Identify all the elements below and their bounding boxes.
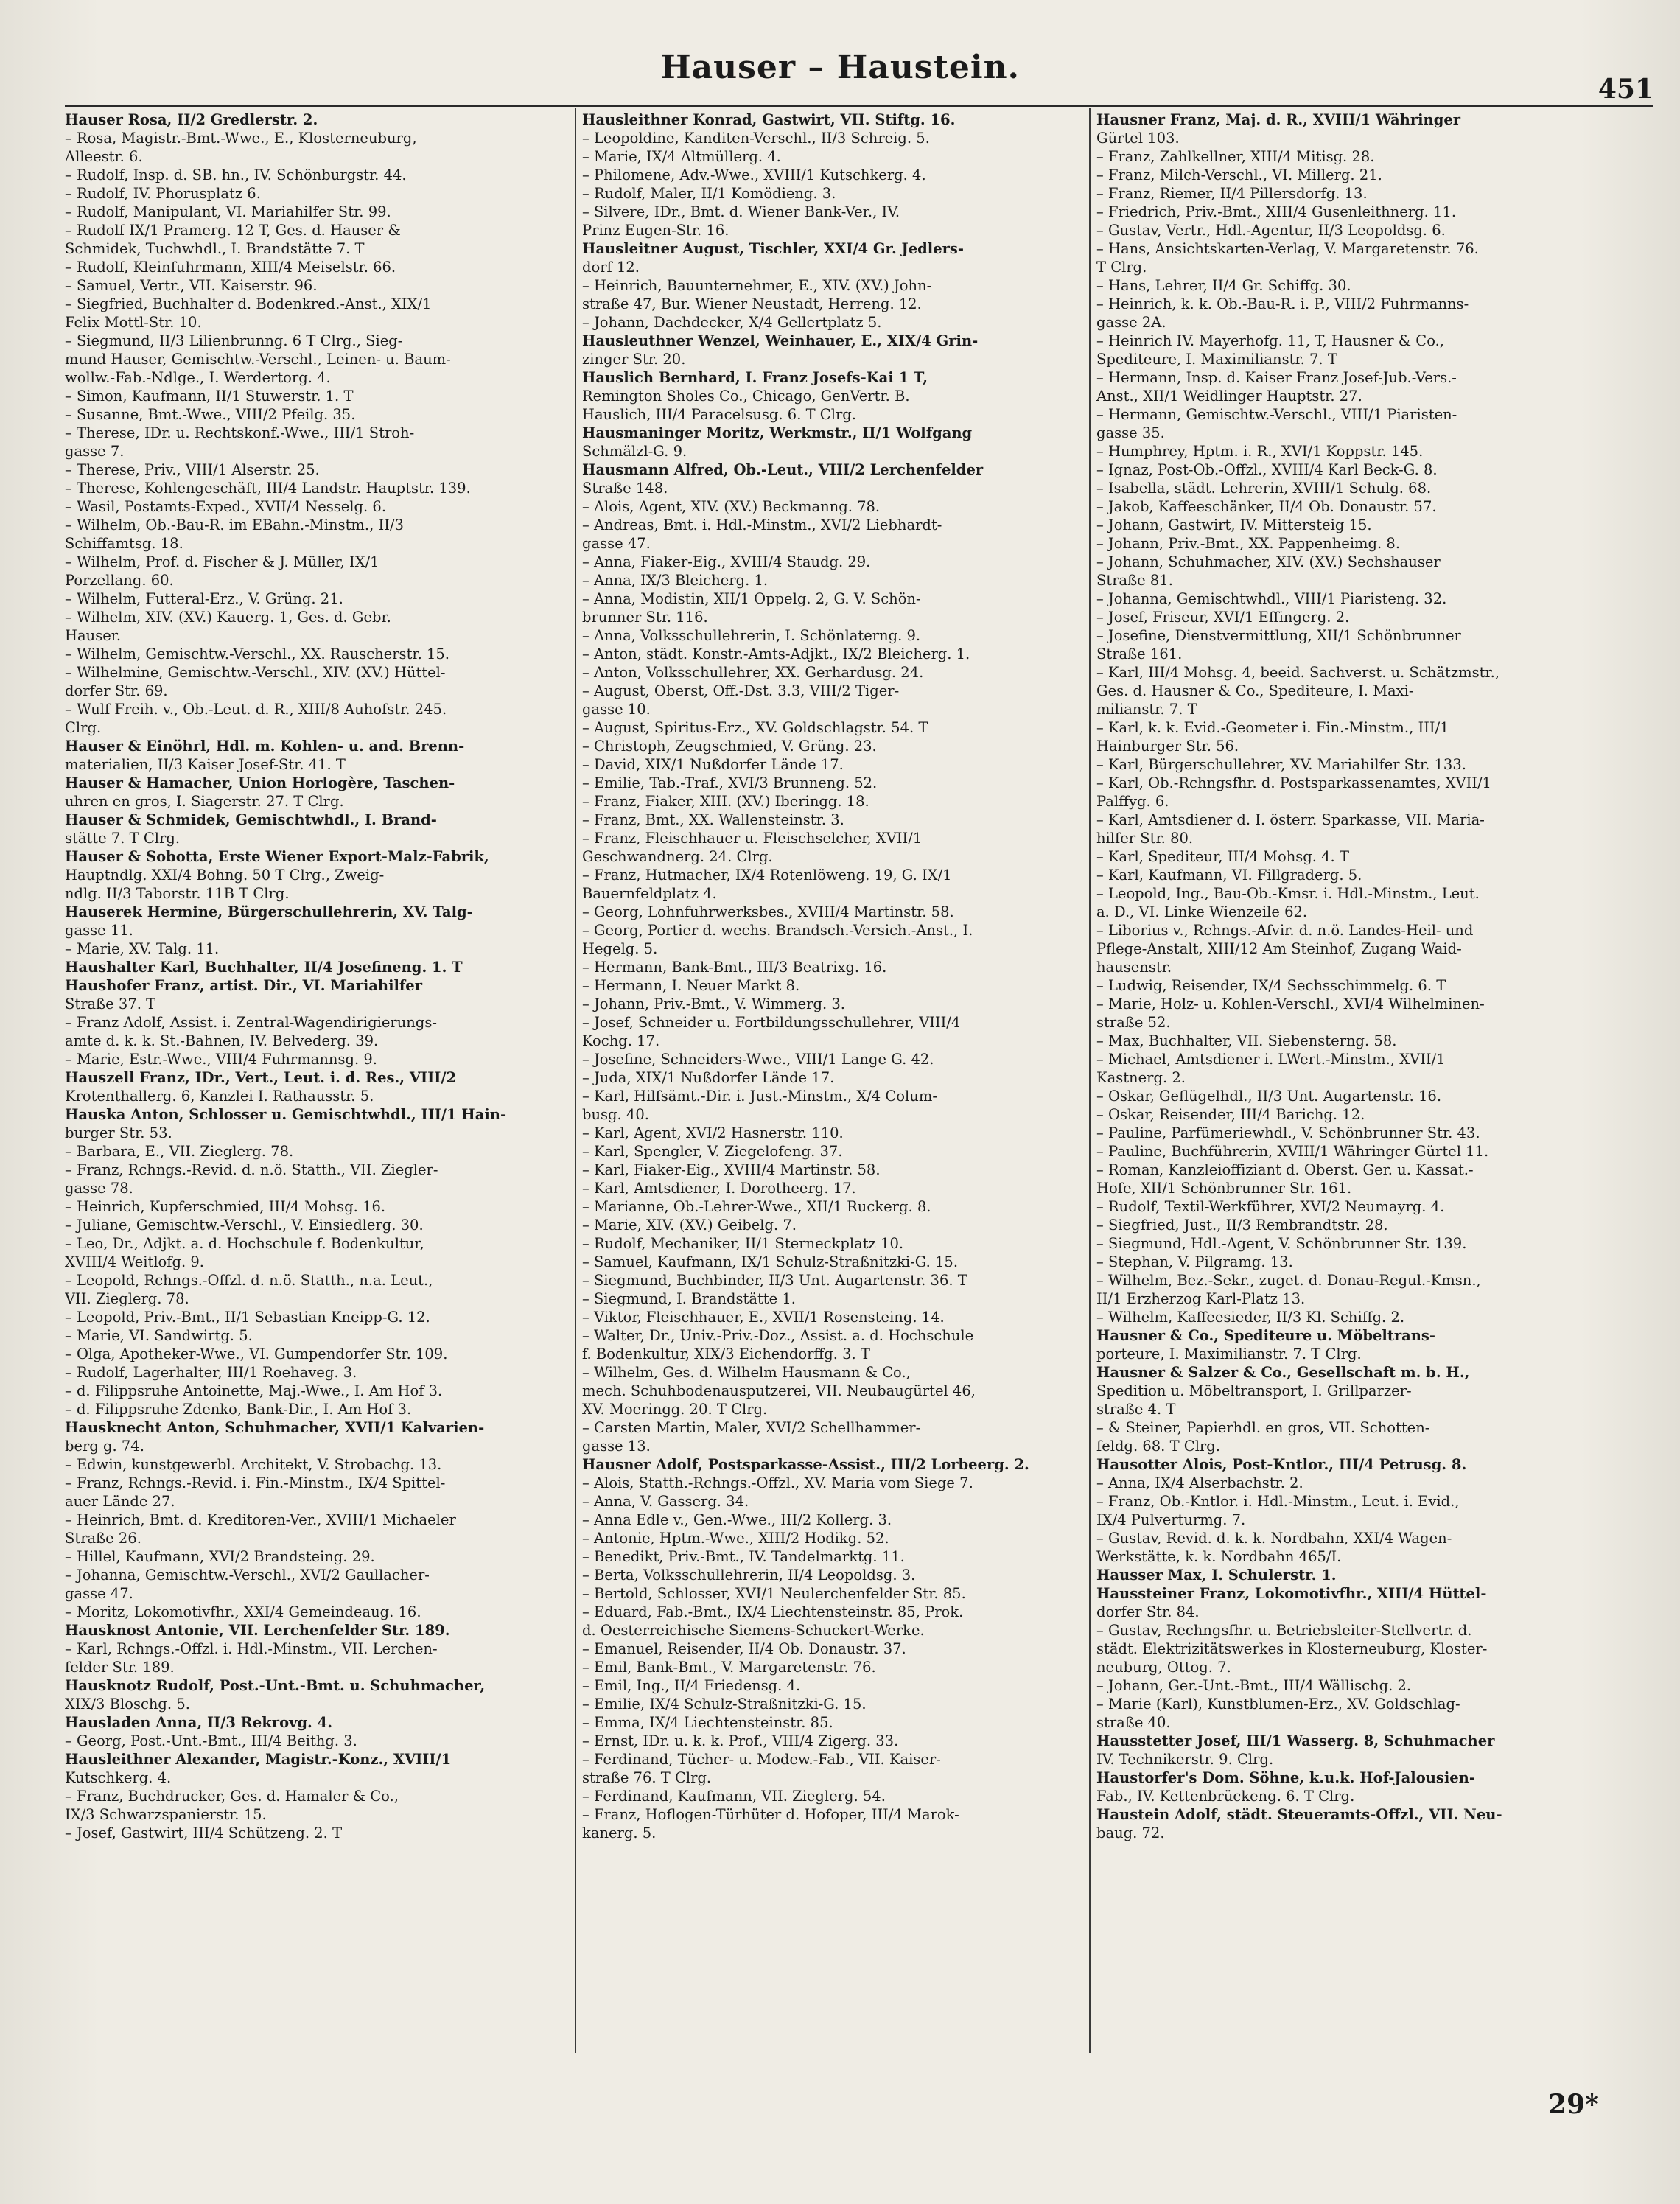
directory-entry-line: IX/3 Schwarzspanierstr. 15. xyxy=(65,1806,267,1823)
directory-entry-line: – Heinrich, k. k. Ob.-Bau-R. i. P., VIII/2 Fuhrmanns- xyxy=(1096,295,1469,312)
directory-entry-line: – Anna, V. Gasserg. 34. xyxy=(582,1493,749,1510)
directory-entry-line: – Humphrey, Hptm. i. R., XVI/1 Koppstr. 145. xyxy=(1096,443,1424,460)
directory-entry-line: – Marie (Karl), Kunstblumen-Erz., XV. Goldschlag- xyxy=(1096,1696,1460,1713)
column-2 xyxy=(582,111,1071,1842)
directory-entry-line: – Ludwig, Reisender, IX/4 Sechsschimmelg. 6. T xyxy=(1096,977,1446,994)
directory-entry-line: – Josef, Friseur, XVI/1 Effingerg. 2. xyxy=(1096,609,1350,626)
directory-entry-line: VII. Zieglerg. 78. xyxy=(65,1290,189,1307)
directory-entry-line: – Ferdinand, Kaufmann, VII. Zieglerg. 54. xyxy=(582,1788,886,1805)
directory-entry-line: straße 52. xyxy=(1096,1014,1171,1031)
directory-entry-line: – Karl, Kaufmann, VI. Fillgraderg. 5. xyxy=(1096,867,1362,884)
directory-entry-line: – Antonie, Hptm.-Wwe., XIII/2 Hodikg. 52. xyxy=(582,1530,889,1547)
directory-entry-line: Gürtel 103. xyxy=(1096,130,1180,147)
directory-entry-line: busg. 40. xyxy=(582,1106,649,1123)
directory-entry-line: Fab., IV. Kettenbrückeng. 6. T Clrg. xyxy=(1096,1788,1355,1805)
directory-entry-line: Hausner Adolf, Postsparkasse-Assist., III/2 Lorbeerg. 2. xyxy=(582,1456,1029,1473)
directory-entry-line: – Karl, Amtsdiener, I. Dorotheerg. 17. xyxy=(582,1180,856,1197)
directory-entry-line: Hausleithner Konrad, Gastwirt, VII. Stiftg. 16. xyxy=(582,111,956,128)
directory-entry-line: – Wilhelm, Prof. d. Fischer & J. Müller, IX/1 xyxy=(65,553,379,570)
directory-entry-line: – Karl, Spediteur, III/4 Mohsg. 4. T xyxy=(1096,848,1349,865)
directory-entry-line: – Wulf Freih. v., Ob.-Leut. d. R., XIII/8 Auhofstr. 245. xyxy=(65,701,447,718)
directory-entry-line: – Hermann, Gemischtw.-Verschl., VIII/1 Piaristen- xyxy=(1096,406,1457,423)
directory-entry-line: Bauernfeldplatz 4. xyxy=(582,885,717,902)
directory-entry-line: straße 76. T Clrg. xyxy=(582,1769,712,1786)
directory-entry-line: – Marie, VI. Sandwirtg. 5. xyxy=(65,1327,253,1344)
directory-entry-line: – Siegmund, Hdl.-Agent, V. Schönbrunner Str. 139. xyxy=(1096,1235,1467,1252)
directory-entry-line: – Josefine, Schneiders-Wwe., VIII/1 Lange G. 42. xyxy=(582,1051,934,1068)
directory-entry-line: – Susanne, Bmt.-Wwe., VIII/2 Pfeilg. 35. xyxy=(65,406,356,423)
directory-entry-line: – Karl, Spengler, V. Ziegelofeng. 37. xyxy=(582,1143,843,1160)
directory-entry-line: – Franz, Fiaker, XIII. (XV.) Iberingg. 18. xyxy=(582,793,869,810)
directory-entry-line: Hausstetter Josef, III/1 Wasserg. 8, Schuhmacher xyxy=(1096,1732,1495,1749)
directory-entry-line: – Therese, IDr. u. Rechtskonf.-Wwe., III/1 Stroh- xyxy=(65,424,415,441)
directory-entry-line: baug. 72. xyxy=(1096,1825,1165,1841)
directory-entry-line: – Anna Edle v., Gen.-Wwe., III/2 Kollerg. 3. xyxy=(582,1511,892,1528)
directory-entry-line: – Edwin, kunstgewerbl. Architekt, V. Strobachg. 13. xyxy=(65,1456,442,1473)
directory-entry-line: milianstr. 7. T xyxy=(1096,701,1197,718)
directory-entry-line: – Franz, Buchdrucker, Ges. d. Hamaler & Co., xyxy=(65,1788,399,1805)
directory-entry-line: – Alois, Agent, XIV. (XV.) Beckmanng. 78. xyxy=(582,498,881,515)
directory-entry-line: – Rudolf, Textil-Werkführer, XVI/2 Neumayrg. 4. xyxy=(1096,1198,1445,1215)
directory-entry-line: – Karl, III/4 Mohsg. 4, beeid. Sachverst. u. Schätzmstr., xyxy=(1096,664,1500,681)
directory-entry-line: XVIII/4 Weitlofg. 9. xyxy=(65,1253,204,1270)
directory-entry-line: neuburg, Ottog. 7. xyxy=(1096,1659,1231,1676)
directory-entry-line: – August, Spiritus-Erz., XV. Goldschlagstr. 54. T xyxy=(582,719,928,736)
directory-entry-line: Alleestr. 6. xyxy=(65,148,143,165)
directory-entry-line: Prinz Eugen-Str. 16. xyxy=(582,222,729,239)
directory-entry-line: – Wasil, Postamts-Exped., XVII/4 Nesselg. 6. xyxy=(65,498,387,515)
directory-entry-line: Schmidek, Tuchwhdl., I. Brandstätte 7. T xyxy=(65,240,365,257)
directory-entry-line: – Roman, Kanzleioffiziant d. Oberst. Ger. u. Kassat.- xyxy=(1096,1161,1474,1178)
directory-entry-line: – Franz, Milch-Verschl., VI. Millerg. 21. xyxy=(1096,167,1382,183)
directory-entry-line: – Samuel, Kaufmann, IX/1 Schulz-Straßnitzki-G. 15. xyxy=(582,1253,959,1270)
directory-entry-line: dorf 12. xyxy=(582,259,640,276)
directory-entry-line: Spedition u. Möbeltransport, I. Grillparzer- xyxy=(1096,1382,1412,1399)
directory-entry-line: – Johann, Schuhmacher, XIV. (XV.) Sechshauser xyxy=(1096,553,1441,570)
directory-entry-line: städt. Elektrizitätswerkes in Klosterneuburg, Kloster- xyxy=(1096,1640,1488,1657)
directory-entry-line: – Anna, Modistin, XII/1 Oppelg. 2, G. V. Schön- xyxy=(582,590,921,607)
directory-entry-line: – Anton, Volksschullehrer, XX. Gerhardusg. 24. xyxy=(582,664,924,681)
directory-entry-line: gasse 2A. xyxy=(1096,314,1166,331)
directory-entry-line: Haushalter Karl, Buchhalter, II/4 Josefineng. 1. T xyxy=(65,959,463,976)
directory-entry-line: mech. Schuhbodenausputzerei, VII. Neubaugürtel 46, xyxy=(582,1382,976,1399)
directory-entry-line: hausenstr. xyxy=(1096,959,1172,976)
directory-entry-line: Hausmann Alfred, Ob.-Leut., VIII/2 Lerchenfelder xyxy=(582,461,984,478)
directory-entry-line: – Friedrich, Priv.-Bmt., XIII/4 Gusenleithnerg. 11. xyxy=(1096,203,1457,220)
directory-entry-line: gasse 35. xyxy=(1096,424,1165,441)
directory-entry-line: kanerg. 5. xyxy=(582,1825,657,1841)
directory-entry-line: straße 4. T xyxy=(1096,1401,1176,1418)
directory-entry-line: Werkstätte, k. k. Nordbahn 465/I. xyxy=(1096,1548,1342,1565)
directory-entry-line: – Heinrich, Kupferschmied, III/4 Mohsg. 16. xyxy=(65,1198,386,1215)
directory-entry-line: feldg. 68. T Clrg. xyxy=(1096,1438,1220,1455)
directory-entry-line: – Rudolf IX/1 Pramerg. 12 T, Ges. d. Hauser & xyxy=(65,222,401,239)
directory-entry-line: gasse 11. xyxy=(65,922,133,939)
page-title: Hauser – Haustein. xyxy=(660,49,1020,86)
directory-entry-line: Felix Mottl-Str. 10. xyxy=(65,314,202,331)
directory-entry-line: Schiffamtsg. 18. xyxy=(65,535,183,552)
directory-entry-line: materialien, II/3 Kaiser Josef-Str. 41. T xyxy=(65,756,346,773)
directory-entry-line: – Wilhelm, Gemischtw.-Verschl., XX. Rauscherstr. 15. xyxy=(65,646,449,662)
directory-entry-line: Anst., XII/1 Weidlinger Hauptstr. 27. xyxy=(1096,388,1362,405)
directory-entry-line: Hauslich Bernhard, I. Franz Josefs-Kai 1 T, xyxy=(582,369,928,386)
directory-entry-line: – Siegmund, Buchbinder, II/3 Unt. Augartenstr. 36. T xyxy=(582,1272,967,1289)
directory-entry-line: Hausknecht Anton, Schuhmacher, XVII/1 Kalvarien- xyxy=(65,1419,485,1436)
directory-entry-line: – Emilie, IX/4 Schulz-Straßnitzki-G. 15. xyxy=(582,1696,867,1713)
directory-entry-line: – Siegmund, II/3 Lilienbrunng. 6 T Clrg., Sieg- xyxy=(65,332,403,349)
directory-entry-line: – Rudolf, Mechaniker, II/1 Sterneckplatz 10. xyxy=(582,1235,904,1252)
directory-entry-line: – Stephan, V. Pilgramg. 13. xyxy=(1096,1253,1293,1270)
directory-entry-line: – Anna, Fiaker-Eig., XVIII/4 Staudg. 29. xyxy=(582,553,871,570)
directory-entry-line: Straße 81. xyxy=(1096,572,1173,589)
directory-entry-line: – Wilhelm, Ob.-Bau-R. im EBahn.-Minstm., II/3 xyxy=(65,517,404,533)
directory-entry-line: – Oskar, Reisender, III/4 Barichg. 12. xyxy=(1096,1106,1365,1123)
directory-entry-line: Hausleitner August, Tischler, XXI/4 Gr. Jedlers- xyxy=(582,240,964,257)
directory-entry-line: – Karl, Bürgerschullehrer, XV. Mariahilfer Str. 133. xyxy=(1096,756,1466,773)
signature-mark: 29* xyxy=(1548,2089,1599,2120)
directory-entry-line: – Moritz, Lokomotivfhr., XXI/4 Gemeindeaug. 16. xyxy=(65,1603,421,1620)
directory-entry-line: – Hermann, Insp. d. Kaiser Franz Josef-Jub.-Vers.- xyxy=(1096,369,1457,386)
directory-entry-line: amte d. k. k. St.-Bahnen, IV. Belvederg. 39. xyxy=(65,1032,379,1049)
directory-entry-line: – Emanuel, Reisender, II/4 Ob. Donaustr. 37. xyxy=(582,1640,906,1657)
directory-entry-line: – Franz, Fleischhauer u. Fleischselcher, XVII/1 xyxy=(582,830,923,847)
column-divider xyxy=(575,108,576,2053)
directory-entry-line: – Michael, Amtsdiener i. LWert.-Minstm., XVII/1 xyxy=(1096,1051,1446,1068)
directory-entry-line: Spediteure, I. Maximilianstr. 7. T xyxy=(1096,351,1337,368)
directory-entry-line: – Johanna, Gemischtw.-Verschl., XVI/2 Gaullacher- xyxy=(65,1567,430,1584)
directory-entry-line: Hausleithner Alexander, Magistr.-Konz., XVIII/1 xyxy=(65,1751,452,1768)
directory-entry-line: hilfer Str. 80. xyxy=(1096,830,1194,847)
directory-entry-line: felder Str. 189. xyxy=(65,1659,175,1676)
directory-entry-line: – David, XIX/1 Nußdorfer Lände 17. xyxy=(582,756,844,773)
directory-entry-line: – Hermann, Bank-Bmt., III/3 Beatrixg. 16. xyxy=(582,959,887,976)
directory-entry-line: – Isabella, städt. Lehrerin, XVIII/1 Schulg. 68. xyxy=(1096,480,1432,497)
directory-entry-line: – Heinrich, Bmt. d. Kreditoren-Ver., XVIII/1 Michaeler xyxy=(65,1511,456,1528)
directory-entry-line: Haushofer Franz, artist. Dir., VI. Mariahilfer xyxy=(65,977,422,994)
directory-entry-line: – Therese, Priv., VIII/1 Alserstr. 25. xyxy=(65,461,320,478)
column-3 xyxy=(1096,111,1586,1842)
directory-entry-line: – Johann, Dachdecker, X/4 Gellertplatz 5. xyxy=(582,314,882,331)
directory-entry-line: a. D., VI. Linke Wienzeile 62. xyxy=(1096,903,1308,920)
directory-entry-line: Hauser & Einöhrl, Hdl. m. Kohlen- u. and. Brenn- xyxy=(65,738,465,755)
directory-entry-line: Kastnerg. 2. xyxy=(1096,1069,1186,1086)
directory-entry-line: – Anna, Volksschullehrerin, I. Schönlaterng. 9. xyxy=(582,627,921,644)
directory-entry-line: Kutschkerg. 4. xyxy=(65,1769,172,1786)
directory-entry-line: straße 40. xyxy=(1096,1714,1171,1731)
column-1 xyxy=(65,111,554,1842)
directory-entry-line: – Marie, XIV. (XV.) Geibelg. 7. xyxy=(582,1217,797,1234)
directory-entry-line: – Therese, Kohlengeschäft, III/4 Landstr. Hauptstr. 139. xyxy=(65,480,471,497)
directory-entry-line: straße 47, Bur. Wiener Neustadt, Herreng. 12. xyxy=(582,295,922,312)
directory-entry-line: – Oskar, Geflügelhdl., II/3 Unt. Augartenstr. 16. xyxy=(1096,1088,1442,1105)
directory-entry-line: f. Bodenkultur, XIX/3 Eichendorffg. 3. T xyxy=(582,1346,870,1362)
directory-entry-line: – Hans, Lehrer, II/4 Gr. Schiffg. 30. xyxy=(1096,277,1351,294)
directory-entry-line: – Liborius v., Rchngs.-Afvir. d. n.ö. Landes-Heil- und xyxy=(1096,922,1474,939)
directory-entry-line: – Siegfried, Just., II/3 Rembrandtstr. 28. xyxy=(1096,1217,1388,1234)
directory-entry-line: Hausknost Antonie, VII. Lerchenfelder Str. 189. xyxy=(65,1622,450,1639)
directory-entry-line: – Walter, Dr., Univ.-Priv.-Doz., Assist. a. d. Hochschule xyxy=(582,1327,974,1344)
directory-entry-line: – Marie, Holz- u. Kohlen-Verschl., XVI/4 Wilhelminen- xyxy=(1096,996,1485,1012)
directory-entry-line: XIX/3 Bloschg. 5. xyxy=(65,1696,190,1713)
directory-entry-line: – Franz, Hutmacher, IX/4 Rotenlöweng. 19, G. IX/1 xyxy=(582,867,952,884)
directory-entry-line: Straße 37. T xyxy=(65,996,156,1012)
directory-entry-line: gasse 10. xyxy=(582,701,651,718)
directory-entry-line: – Franz, Riemer, II/4 Pillersdorfg. 13. xyxy=(1096,185,1368,202)
directory-entry-line: – Karl, k. k. Evid.-Geometer i. Fin.-Minstm., III/1 xyxy=(1096,719,1449,736)
directory-entry-line: – Alois, Statth.-Rchngs.-Offzl., XV. Maria vom Siege 7. xyxy=(582,1474,973,1491)
directory-entry-line: – Carsten Martin, Maler, XVI/2 Schellhammer- xyxy=(582,1419,921,1436)
directory-entry-line: – Siegmund, I. Brandstätte 1. xyxy=(582,1290,796,1307)
directory-entry-line: – Eduard, Fab.-Bmt., IX/4 Liechtensteinstr. 85, Prok. xyxy=(582,1603,964,1620)
directory-entry-line: – Karl, Agent, XVI/2 Hasnerstr. 110. xyxy=(582,1124,844,1141)
directory-entry-line: – Leopoldine, Kanditen-Verschl., II/3 Schreig. 5. xyxy=(582,130,930,147)
directory-entry-line: – Hans, Ansichtskarten-Verlag, V. Margaretenstr. 76. xyxy=(1096,240,1479,257)
directory-entry-line: stätte 7. T Clrg. xyxy=(65,830,181,847)
directory-entry-line: – Christoph, Zeugschmied, V. Grüng. 23. xyxy=(582,738,877,755)
directory-entry-line: – d. Filippsruhe Zdenko, Bank-Dir., I. Am Hof 3. xyxy=(65,1401,412,1418)
directory-entry-line: Hausmaninger Moritz, Werkmstr., II/1 Wolfgang xyxy=(582,424,973,441)
directory-entry-line: gasse 7. xyxy=(65,443,125,460)
directory-entry-line: Porzellang. 60. xyxy=(65,572,174,589)
directory-entry-line: – Franz, Ob.-Kntlor. i. Hdl.-Minstm., Leut. i. Evid., xyxy=(1096,1493,1460,1510)
directory-entry-line: XV. Moeringg. 20. T Clrg. xyxy=(582,1401,768,1418)
directory-entry-line: d. Oesterreichische Siemens-Schuckert-Werke. xyxy=(582,1622,925,1639)
directory-entry-line: – & Steiner, Papierhdl. en gros, VII. Schotten- xyxy=(1096,1419,1430,1436)
directory-entry-line: – Wilhelmine, Gemischtw.-Verschl., XIV. (XV.) Hüttel- xyxy=(65,664,446,681)
directory-entry-line: – Ignaz, Post-Ob.-Offzl., XVIII/4 Karl Beck-G. 8. xyxy=(1096,461,1438,478)
directory-entry-line: – Wilhelm, XIV. (XV.) Kauerg. 1, Ges. d. Gebr. xyxy=(65,609,391,626)
directory-entry-line: dorfer Str. 69. xyxy=(65,682,168,699)
directory-entry-line: Hausner Franz, Maj. d. R., XVIII/1 Währinger xyxy=(1096,111,1461,128)
directory-entry-line: mund Hauser, Gemischtw.-Verschl., Leinen- u. Baum- xyxy=(65,351,451,368)
directory-entry-line: – Ernst, IDr. u. k. k. Prof., VIII/4 Zigerg. 33. xyxy=(582,1732,899,1749)
page-number: 451 xyxy=(1597,74,1653,105)
directory-entry-line: – Pauline, Buchführerin, XVIII/1 Währinger Gürtel 11. xyxy=(1096,1143,1489,1160)
directory-entry-line: – Silvere, IDr., Bmt. d. Wiener Bank-Ver., IV. xyxy=(582,203,900,220)
directory-entry-line: Hausner & Salzer & Co., Gesellschaft m. b. H., xyxy=(1096,1364,1470,1381)
directory-entry-line: Hauser. xyxy=(65,627,122,644)
directory-entry-line: gasse 47. xyxy=(582,535,651,552)
directory-entry-line: – Emil, Bank-Bmt., V. Margaretenstr. 76. xyxy=(582,1659,876,1676)
directory-entry-line: – Barbara, E., VII. Zieglerg. 78. xyxy=(65,1143,294,1160)
directory-entry-line: wollw.-Fab.-Ndlge., I. Werdertorg. 4. xyxy=(65,369,331,386)
directory-entry-line: Straße 148. xyxy=(582,480,668,497)
directory-entry-line: – Benedikt, Priv.-Bmt., IV. Tandelmarktg. 11. xyxy=(582,1548,905,1565)
directory-entry-line: II/1 Erzherzog Karl-Platz 13. xyxy=(1096,1290,1306,1307)
directory-entry-line: – Franz, Hoflogen-Türhüter d. Hofoper, III/4 Marok- xyxy=(582,1806,959,1823)
directory-entry-line: – Gustav, Revid. d. k. k. Nordbahn, XXI/4 Wagen- xyxy=(1096,1530,1452,1547)
directory-entry-line: IV. Technikerstr. 9. Clrg. xyxy=(1096,1751,1274,1768)
directory-entry-line: – Rudolf, Maler, II/1 Komödieng. 3. xyxy=(582,185,836,202)
directory-entry-line: brunner Str. 116. xyxy=(582,609,708,626)
directory-entry-line: – Karl, Rchngs.-Offzl. i. Hdl.-Minstm., VII. Lerchen- xyxy=(65,1640,438,1657)
directory-entry-line: – Rosa, Magistr.-Bmt.-Wwe., E., Klosterneuburg, xyxy=(65,130,417,147)
directory-entry-line: – Marie, Estr.-Wwe., VIII/4 Fuhrmannsg. 9. xyxy=(65,1051,377,1068)
directory-entry-line: – Gustav, Rechngsfhr. u. Betriebsleiter-Stellvertr. d. xyxy=(1096,1622,1472,1639)
directory-entry-line: – Karl, Hilfsämt.-Dir. i. Just.-Minstm., X/4 Colum- xyxy=(582,1088,937,1105)
directory-entry-line: Hauptndlg. XXI/4 Bohng. 50 T Clrg., Zweig- xyxy=(65,867,385,884)
directory-entry-line: – Franz, Rchngs.-Revid. d. n.ö. Statth., VII. Ziegler- xyxy=(65,1161,438,1178)
directory-entry-line: Pflege-Anstalt, XIII/12 Am Steinhof, Zugang Waid- xyxy=(1096,940,1462,957)
directory-entry-line: Ges. d. Hausner & Co., Spediteure, I. Maxi- xyxy=(1096,682,1414,699)
directory-entry-line: Hauser & Sobotta, Erste Wiener Export-Malz-Fabrik, xyxy=(65,848,489,865)
directory-entry-line: Haussteiner Franz, Lokomotivfhr., XIII/4 Hüttel- xyxy=(1096,1585,1487,1602)
directory-entry-line: – Max, Buchhalter, VII. Siebensterng. 58. xyxy=(1096,1032,1397,1049)
column-divider xyxy=(1089,108,1091,2053)
directory-entry-line: – Emma, IX/4 Liechtensteinstr. 85. xyxy=(582,1714,833,1731)
directory-entry-line: – Josefine, Dienstvermittlung, XII/1 Schönbrunner xyxy=(1096,627,1461,644)
directory-entry-line: Hauser Rosa, II/2 Gredlerstr. 2. xyxy=(65,111,318,128)
directory-entry-line: – Johann, Priv.-Bmt., XX. Pappenheimg. 8. xyxy=(1096,535,1401,552)
directory-entry-line: – Hermann, I. Neuer Markt 8. xyxy=(582,977,800,994)
directory-entry-line: – Rudolf, Lagerhalter, III/1 Roehaveg. 3. xyxy=(65,1364,357,1381)
directory-entry-line: – Wilhelm, Kaffeesieder, II/3 Kl. Schiffg. 2. xyxy=(1096,1309,1405,1326)
directory-entry-line: porteure, I. Maximilianstr. 7. T Clrg. xyxy=(1096,1346,1362,1362)
directory-entry-line: gasse 13. xyxy=(582,1438,651,1455)
directory-entry-line: – Samuel, Vertr., VII. Kaiserstr. 96. xyxy=(65,277,318,294)
directory-entry-line: – Heinrich IV. Mayerhofg. 11, T, Hausner & Co., xyxy=(1096,332,1444,349)
directory-entry-line: T Clrg. xyxy=(1096,259,1147,276)
directory-entry-line: – Georg, Portier d. wechs. Brandsch.-Versich.-Anst., I. xyxy=(582,922,973,939)
directory-entry-line: – Franz Adolf, Assist. i. Zentral-Wagendirigierungs- xyxy=(65,1014,437,1031)
directory-entry-line: Hauser & Hamacher, Union Horlogère, Taschen- xyxy=(65,774,455,791)
directory-entry-line: – Karl, Fiaker-Eig., XVIII/4 Martinstr. 58. xyxy=(582,1161,881,1178)
directory-entry-line: – Simon, Kaufmann, II/1 Stuwerstr. 1. T xyxy=(65,388,354,405)
directory-entry-line: gasse 47. xyxy=(65,1585,133,1602)
directory-entry-line: – Juliane, Gemischtw.-Verschl., V. Einsiedlerg. 30. xyxy=(65,1217,424,1234)
directory-entry-line: – Johann, Ger.-Unt.-Bmt., III/4 Wällischg. 2. xyxy=(1096,1677,1412,1694)
directory-entry-line: – Marie, IX/4 Altmüllerg. 4. xyxy=(582,148,781,165)
directory-entry-line: – Rudolf, Kleinfuhrmann, XIII/4 Meiselstr. 66. xyxy=(65,259,396,276)
directory-entry-line: – Emil, Ing., II/4 Friedensg. 4. xyxy=(582,1677,801,1694)
directory-entry-line: – Leopold, Rchngs.-Offzl. d. n.ö. Statth., n.a. Leut., xyxy=(65,1272,433,1289)
directory-entry-line: Hofe, XII/1 Schönbrunner Str. 161. xyxy=(1096,1180,1352,1197)
directory-entry-line: – Gustav, Vertr., Hdl.-Agentur, II/3 Leopoldsg. 6. xyxy=(1096,222,1446,239)
directory-entry-line: – Ferdinand, Tücher- u. Modew.-Fab., VII. Kaiser- xyxy=(582,1751,941,1768)
directory-entry-line: Krotenthallerg. 6, Kanzlei I. Rathausstr. 5. xyxy=(65,1088,374,1105)
directory-entry-line: Haustein Adolf, städt. Steueramts-Offzl., VII. Neu- xyxy=(1096,1806,1502,1823)
directory-entry-line: – Pauline, Parfümeriewhdl., V. Schönbrunner Str. 43. xyxy=(1096,1124,1480,1141)
directory-entry-line: ndlg. II/3 Taborstr. 11B T Clrg. xyxy=(65,885,290,902)
directory-entry-line: burger Str. 53. xyxy=(65,1124,172,1141)
directory-entry-line: – Marianne, Ob.-Lehrer-Wwe., XII/1 Ruckerg. 8. xyxy=(582,1198,931,1215)
directory-entry-line: Hauserek Hermine, Bürgerschullehrerin, XV. Talg- xyxy=(65,903,473,920)
directory-entry-line: Kochg. 17. xyxy=(582,1032,660,1049)
directory-entry-line: – Johanna, Gemischtwhdl., VIII/1 Piaristeng. 32. xyxy=(1096,590,1447,607)
directory-entry-line: – Berta, Volksschullehrerin, II/4 Leopoldsg. 3. xyxy=(582,1567,916,1584)
directory-entry-line: Schmälzl-G. 9. xyxy=(582,443,687,460)
directory-entry-line: IX/4 Pulverturmg. 7. xyxy=(1096,1511,1246,1528)
directory-entry-line: Haustorfer's Dom. Söhne, k.u.k. Hof-Jalousien- xyxy=(1096,1769,1475,1786)
directory-entry-line: Hausladen Anna, II/3 Rekrovg. 4. xyxy=(65,1714,332,1731)
directory-entry-line: – Leopold, Ing., Bau-Ob.-Kmsr. i. Hdl.-Minstm., Leut. xyxy=(1096,885,1480,902)
directory-entry-line: – Anton, städt. Konstr.-Amts-Adjkt., IX/2 Bleicherg. 1. xyxy=(582,646,970,662)
directory-entry-line: – Wilhelm, Ges. d. Wilhelm Hausmann & Co., xyxy=(582,1364,911,1381)
directory-entry-line: – Marie, XV. Talg. 11. xyxy=(65,940,220,957)
directory-entry-line: – Georg, Post.-Unt.-Bmt., III/4 Beithg. 3. xyxy=(65,1732,357,1749)
directory-entry-line: berg g. 74. xyxy=(65,1438,144,1455)
directory-entry-line: – Olga, Apotheker-Wwe., VI. Gumpendorfer Str. 109. xyxy=(65,1346,448,1362)
directory-entry-line: – Rudolf, IV. Phorusplatz 6. xyxy=(65,185,261,202)
directory-entry-line: gasse 78. xyxy=(65,1180,133,1197)
directory-entry-line: Hausser Max, I. Schulerstr. 1. xyxy=(1096,1567,1337,1584)
directory-entry-line: – Anna, IX/4 Alserbachstr. 2. xyxy=(1096,1474,1303,1491)
directory-entry-line: – August, Oberst, Off.-Dst. 3.3, VIII/2 Tiger- xyxy=(582,682,900,699)
directory-entry-line: – Siegfried, Buchhalter d. Bodenkred.-Anst., XIX/1 xyxy=(65,295,432,312)
directory-entry-line: Hausknotz Rudolf, Post.-Unt.-Bmt. u. Schuhmacher, xyxy=(65,1677,486,1694)
directory-entry-line: Hegelg. 5. xyxy=(582,940,658,957)
directory-entry-line: – Johann, Priv.-Bmt., V. Wimmerg. 3. xyxy=(582,996,845,1012)
directory-entry-line: Hausotter Alois, Post-Kntlor., III/4 Petrusg. 8. xyxy=(1096,1456,1467,1473)
directory-entry-line: – Wilhelm, Bez.-Sekr., zuget. d. Donau-Regul.-Kmsn., xyxy=(1096,1272,1481,1289)
directory-entry-line: Straße 26. xyxy=(65,1530,141,1547)
directory-entry-line: zinger Str. 20. xyxy=(582,351,686,368)
directory-entry-line: Hausleuthner Wenzel, Weinhauer, E., XIX/4 Grin- xyxy=(582,332,979,349)
directory-entry-line: – Bertold, Schlosser, XVI/1 Neulerchenfelder Str. 85. xyxy=(582,1585,966,1602)
directory-entry-line: – Wilhelm, Futteral-Erz., V. Grüng. 21. xyxy=(65,590,343,607)
directory-entry-line: uhren en gros, I. Siagerstr. 27. T Clrg. xyxy=(65,793,344,810)
directory-entry-line: – Jakob, Kaffeeschänker, II/4 Ob. Donaustr. 57. xyxy=(1096,498,1437,515)
directory-entry-line: – Leopold, Priv.-Bmt., II/1 Sebastian Kneipp-G. 12. xyxy=(65,1309,430,1326)
directory-entry-line: – Rudolf, Manipulant, VI. Mariahilfer Str. 99. xyxy=(65,203,391,220)
directory-entry-line: Hauser & Schmidek, Gemischtwhdl., I. Brand- xyxy=(65,811,437,828)
directory-entry-line: – Franz, Zahlkellner, XIII/4 Mitisg. 28. xyxy=(1096,148,1375,165)
directory-entry-line: – Heinrich, Bauunternehmer, E., XIV. (XV.) John- xyxy=(582,277,932,294)
directory-entry-line: – Franz, Bmt., XX. Wallensteinstr. 3. xyxy=(582,811,844,828)
directory-entry-line: auer Lände 27. xyxy=(65,1493,175,1510)
directory-entry-line: Straße 161. xyxy=(1096,646,1183,662)
directory-entry-line: Hainburger Str. 56. xyxy=(1096,738,1239,755)
directory-entry-line: – Rudolf, Insp. d. SB. hn., IV. Schönburgstr. 44. xyxy=(65,167,407,183)
directory-entry-line: Clrg. xyxy=(65,719,102,736)
directory-entry-line: Hauslich, III/4 Paracelsusg. 6. T Clrg. xyxy=(582,406,856,423)
directory-entry-line: – Juda, XIX/1 Nußdorfer Lände 17. xyxy=(582,1069,835,1086)
directory-entry-line: – Philomene, Adv.-Wwe., XVIII/1 Kutschkerg. 4. xyxy=(582,167,926,183)
directory-entry-line: – d. Filippsruhe Antoinette, Maj.-Wwe., I. Am Hof 3. xyxy=(65,1382,443,1399)
directory-entry-line: Geschwandnerg. 24. Clrg. xyxy=(582,848,773,865)
directory-entry-line: – Franz, Rchngs.-Revid. i. Fin.-Minstm., IX/4 Spittel- xyxy=(65,1474,446,1491)
directory-entry-line: Hausner & Co., Spediteure u. Möbeltrans- xyxy=(1096,1327,1435,1344)
directory-entry-line: – Karl, Ob.-Rchngsfhr. d. Postsparkassenamtes, XVII/1 xyxy=(1096,774,1491,791)
directory-entry-line: – Josef, Schneider u. Fortbildungsschullehrer, VIII/4 xyxy=(582,1014,961,1031)
directory-entry-line: – Karl, Amtsdiener d. I. österr. Sparkasse, VII. Maria- xyxy=(1096,811,1485,828)
directory-entry-line: Remington Sholes Co., Chicago, GenVertr. B. xyxy=(582,388,910,405)
directory-entry-line: – Emilie, Tab.-Traf., XVI/3 Brunneng. 52. xyxy=(582,774,878,791)
directory-entry-line: – Anna, IX/3 Bleicherg. 1. xyxy=(582,572,769,589)
directory-entry-line: – Viktor, Fleischhauer, E., XVII/1 Rosensteing. 14. xyxy=(582,1309,945,1326)
directory-entry-line: Hauska Anton, Schlosser u. Gemischtwhdl., III/1 Hain- xyxy=(65,1106,507,1123)
directory-entry-line: – Leo, Dr., Adjkt. a. d. Hochschule f. Bodenkultur, xyxy=(65,1235,424,1252)
directory-entry-line: – Georg, Lohnfuhrwerksbes., XVIII/4 Martinstr. 58. xyxy=(582,903,954,920)
header-rule xyxy=(65,105,1653,107)
directory-entry-line: dorfer Str. 84. xyxy=(1096,1603,1200,1620)
directory-entry-line: – Hillel, Kaufmann, XVI/2 Brandsteing. 29. xyxy=(65,1548,375,1565)
directory-entry-line: – Andreas, Bmt. i. Hdl.-Minstm., XVI/2 Liebhardt- xyxy=(582,517,942,533)
directory-entry-line: – Josef, Gastwirt, III/4 Schützeng. 2. T xyxy=(65,1825,343,1841)
directory-entry-line: Hauszell Franz, IDr., Vert., Leut. i. d. Res., VIII/2 xyxy=(65,1069,457,1086)
directory-entry-line: Palffyg. 6. xyxy=(1096,793,1169,810)
directory-entry-line: – Johann, Gastwirt, IV. Mittersteig 15. xyxy=(1096,517,1372,533)
